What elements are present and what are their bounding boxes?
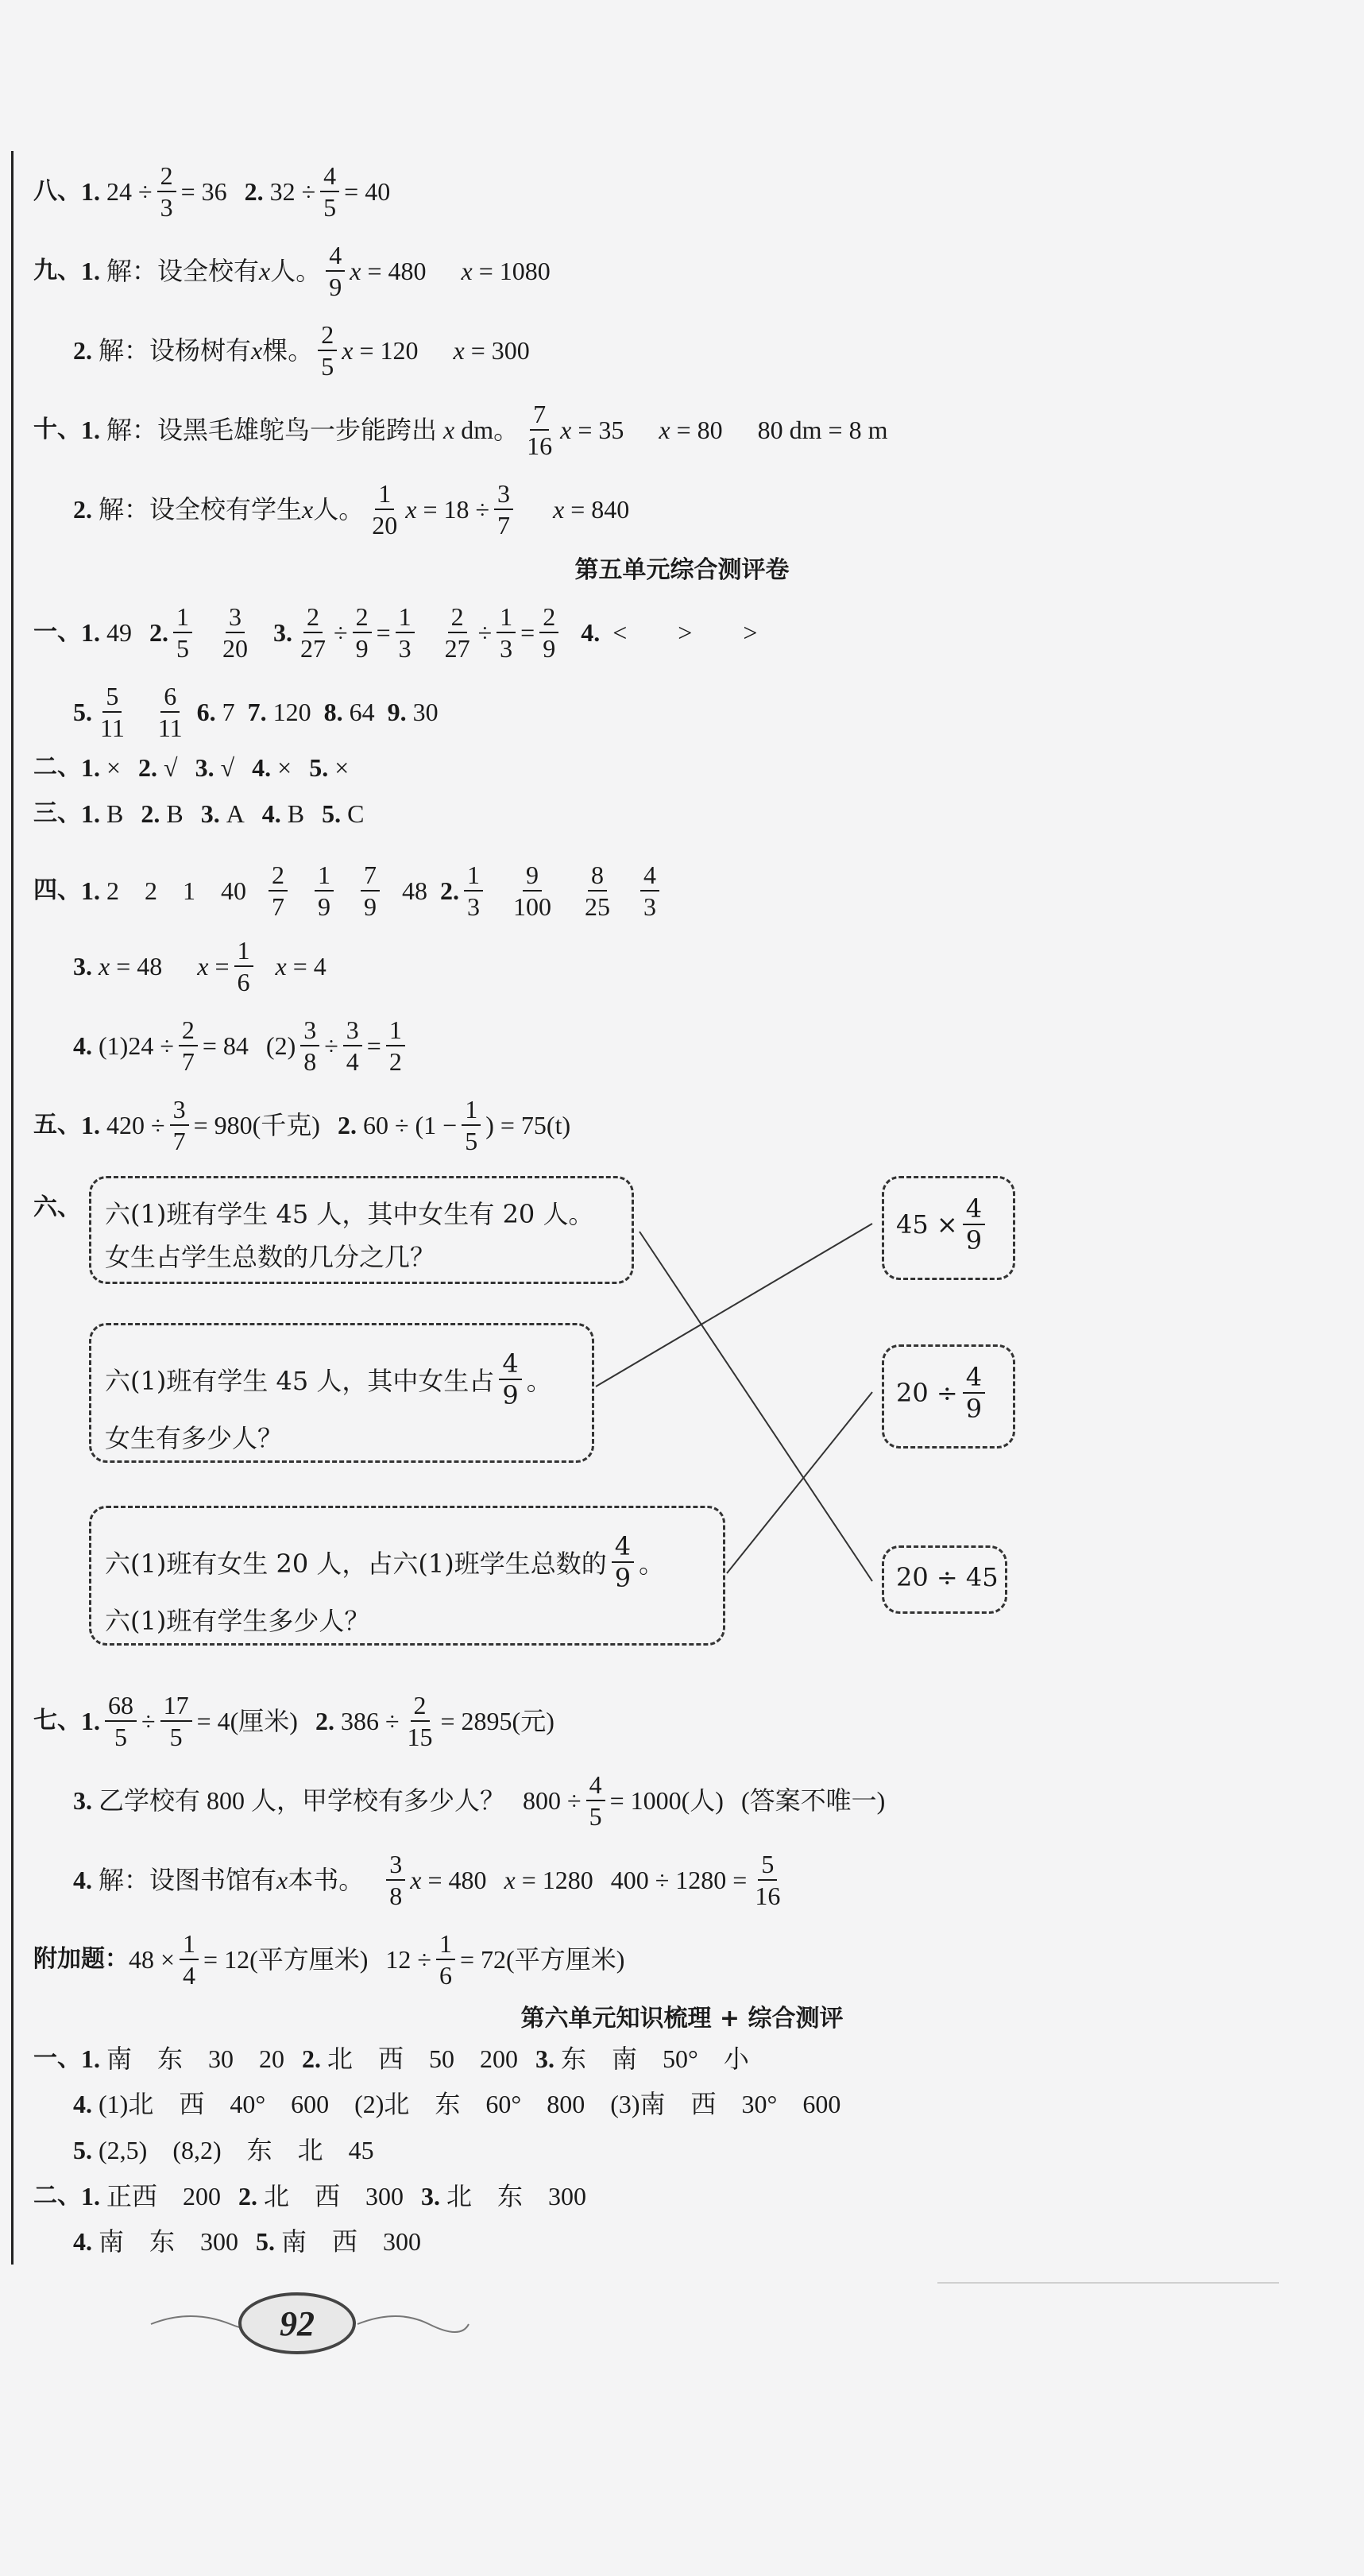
expr: 420 ÷ <box>106 1111 165 1139</box>
fraction: $\frac{2}{27}$ <box>444 602 470 663</box>
expr: = 72(平方厘米) <box>459 1945 625 1974</box>
fraction: $\frac{4}{9}$ <box>612 1534 634 1591</box>
answer: 东 南 50° 小 <box>561 2044 749 2073</box>
expr: = 840 <box>570 495 630 524</box>
text: 人。 <box>270 257 322 285</box>
operator: ÷ <box>324 1031 338 1060</box>
expr: 80 dm = 8 m <box>757 416 888 444</box>
text: 六(1)班有学生 45 人，其中女生有 20 人。 <box>105 1199 594 1229</box>
answer: 北 西 300 <box>264 2182 404 2210</box>
fraction: $\frac{1}{5}$ <box>462 1097 481 1154</box>
variable: x <box>504 1866 516 1894</box>
fraction: $\frac{4}{9}$ <box>499 1351 521 1408</box>
fraction: $\frac{4}{9}$ <box>963 1196 985 1253</box>
question-number: 4. <box>73 2227 92 2256</box>
expr: = 80 <box>676 416 723 444</box>
question-number: 1. <box>81 753 100 782</box>
answer: √ <box>220 753 235 782</box>
answer: B <box>287 799 305 828</box>
answer: 7 <box>222 698 235 726</box>
expr: ) = 75(t) <box>485 1111 571 1139</box>
answer: 120 <box>272 698 311 726</box>
section-label: 三、 <box>33 799 81 827</box>
expr: = 36 <box>180 177 227 206</box>
text: 六(1)班有学生多少人？ <box>105 1606 370 1636</box>
u6-section-1-row-1 <box>33 2046 749 2071</box>
question-number: 4. <box>261 799 281 828</box>
fraction: $\frac{4}{9}$ <box>326 242 345 300</box>
question-number: 2. <box>238 2182 258 2210</box>
expr: = 1280 <box>521 1866 593 1894</box>
expr: = 2895(元) <box>440 1707 554 1735</box>
match-line-box2-to-expr1 <box>596 1224 872 1387</box>
expr: 12 ÷ <box>385 1945 431 1974</box>
fraction: $\frac{17}{5}$ <box>160 1692 192 1750</box>
text: 解：设杨树有 <box>99 336 252 365</box>
question-number: 1. <box>81 799 100 828</box>
expr: 400 ÷ 1280 = <box>610 1866 748 1894</box>
expr: = <box>214 952 230 981</box>
question-number: 1. <box>81 876 100 905</box>
expr: = 84 <box>202 1031 249 1060</box>
variable: x <box>659 416 670 444</box>
question-number: 3. <box>73 1786 92 1815</box>
answer: 48 <box>402 876 428 905</box>
fraction: $\frac{1}{20}$ <box>372 479 398 540</box>
unit-5-title: 第五单元综合测评卷 <box>574 556 790 584</box>
question-number: 2. <box>73 336 92 365</box>
fraction: $\frac{5}{16}$ <box>755 1850 781 1910</box>
answer: (1)北 西 40° 600 (2)北 东 60° 800 (3)南 西 30° 600 <box>99 2090 841 2118</box>
expr: = 120 <box>359 336 419 365</box>
question-number: 5. <box>256 2227 276 2256</box>
operator: = <box>366 1031 381 1060</box>
fraction: $\frac{2}{9}$ <box>353 604 372 661</box>
expr: = 18 ÷ <box>423 495 490 524</box>
answer: 2 2 1 40 <box>106 876 247 905</box>
answer: 64 <box>349 698 375 726</box>
text: 解：设黑毛雄鸵鸟一步能跨出 <box>106 416 438 444</box>
fraction: $\frac{3}{7}$ <box>494 481 513 538</box>
expr: 48 × <box>129 1945 176 1974</box>
section-label: 二、 <box>33 753 81 781</box>
variable: x <box>453 336 465 365</box>
question-number: 9. <box>387 698 407 726</box>
text: 人。 <box>313 495 365 524</box>
u6-section-1-row-2 <box>73 2091 840 2117</box>
fraction: $\frac{2}{7}$ <box>179 1017 198 1074</box>
fraction: $\frac{1}{2}$ <box>386 1017 405 1074</box>
question-number: 2. <box>73 495 92 524</box>
operator: = <box>376 618 391 647</box>
answer: 49 <box>106 618 132 647</box>
section-label: 九、 <box>33 257 81 284</box>
operator: ÷ <box>141 1707 156 1735</box>
expr: = 35 <box>578 416 624 444</box>
answer: 南 东 30 20 <box>106 2044 285 2073</box>
variable: x <box>350 257 361 285</box>
variable: x <box>342 336 354 365</box>
fraction: $\frac{2}{5}$ <box>318 322 337 379</box>
expr: (2) <box>265 1031 296 1060</box>
answer: 南 西 300 <box>281 2227 422 2256</box>
match-line-box1-to-expr3 <box>639 1232 872 1581</box>
section-label: 一、 <box>33 2044 81 2072</box>
fraction: $\frac{5}{11}$ <box>100 682 125 742</box>
question-number: 1. <box>81 177 100 206</box>
variable: x <box>461 257 473 285</box>
fraction: $\frac{7}{16}$ <box>527 400 553 460</box>
unit-6-title: 第六单元知识梳理 + 综合测评 <box>520 2005 844 2033</box>
text: 解：设全校有 <box>106 257 260 285</box>
variable: x <box>259 257 271 285</box>
answer: < > > <box>612 618 758 647</box>
text: 六(1)班有女生 20 人，占六(1)班学生总数的 <box>105 1549 607 1579</box>
fraction: $\frac{1}{6}$ <box>436 1931 455 1988</box>
question-number: 2. <box>138 753 158 782</box>
variable: x <box>405 495 417 524</box>
variable: x <box>443 416 455 444</box>
fraction: $\frac{9}{100}$ <box>513 861 552 921</box>
fraction: $\frac{1}{3}$ <box>396 604 415 661</box>
fraction: $\frac{3}{8}$ <box>386 1851 405 1909</box>
answer: (2,5) (8,2) 东 北 45 <box>99 2136 374 2164</box>
text: 六(1)班有学生 45 人，其中女生占 <box>105 1366 495 1396</box>
fraction: $\frac{1}{5}$ <box>173 604 192 661</box>
question-number: 3. <box>535 2044 555 2073</box>
fraction: $\frac{4}{5}$ <box>586 1772 605 1829</box>
variable: x <box>302 495 314 524</box>
text: 。 <box>639 1549 665 1579</box>
answer: 30 <box>412 698 439 726</box>
match-line-box3-to-expr2 <box>727 1392 872 1573</box>
answer: B <box>106 799 124 828</box>
question-number: 5. <box>73 2136 92 2164</box>
expr: 20 ÷ 45 <box>896 1562 999 1592</box>
question-number: 8. <box>323 698 343 726</box>
question-number: 4. <box>252 753 272 782</box>
expr: (1)24 ÷ <box>99 1031 174 1060</box>
answer: 北 西 50 200 <box>327 2044 519 2073</box>
text: 女生有多少人？ <box>105 1423 284 1453</box>
fraction: $\frac{1}{3}$ <box>497 604 516 661</box>
section-label: 二、 <box>33 2182 81 2210</box>
question-number: 4. <box>73 1031 92 1060</box>
text: 本书。 <box>288 1866 365 1894</box>
question-number: 1. <box>81 1111 100 1139</box>
question-number: 1. <box>81 618 100 647</box>
expr: 386 ÷ <box>340 1707 400 1735</box>
question-number: 4. <box>73 1866 92 1894</box>
section-label: 十、 <box>33 416 81 443</box>
question-number: 1. <box>81 257 100 285</box>
question-number: 2. <box>141 799 160 828</box>
expr: 32 ÷ <box>269 177 316 206</box>
variable: x <box>560 416 572 444</box>
fraction: $\frac{1}{6}$ <box>234 938 253 995</box>
u6-section-2-row-2 <box>73 2229 421 2254</box>
variable: x <box>251 336 263 365</box>
question-number: 5. <box>73 698 92 726</box>
expr: = 480 <box>367 257 427 285</box>
fraction: $\frac{2}{9}$ <box>539 604 558 661</box>
note: (答案不唯一) <box>740 1786 886 1815</box>
fraction: $\frac{7}{9}$ <box>361 862 380 919</box>
fraction: $\frac{1}{3}$ <box>464 862 483 919</box>
variable: x <box>410 1866 422 1894</box>
variable: x <box>553 495 565 524</box>
answer: C <box>347 799 365 828</box>
expr: 24 ÷ <box>106 177 153 206</box>
answer: B <box>166 799 184 828</box>
question-number: 7. <box>247 698 267 726</box>
page-number: 92 <box>238 2292 356 2354</box>
fraction: $\frac{4}{5}$ <box>320 163 339 220</box>
operator: = <box>520 618 535 647</box>
expr: 20 ÷ <box>896 1378 958 1408</box>
answer: √ <box>164 753 178 782</box>
section-label: 四、 <box>33 876 81 904</box>
fraction: $\frac{1}{4}$ <box>180 1931 199 1988</box>
fraction: $\frac{3}{20}$ <box>222 602 248 663</box>
variable: x <box>275 952 287 981</box>
section-label: 附加题： <box>33 1945 129 1973</box>
expr: = 1080 <box>478 257 551 285</box>
expr: 45 × <box>896 1209 958 1240</box>
u5-section-7-row-2 <box>73 1772 885 1829</box>
u6-section-2-row-1 <box>33 2183 586 2209</box>
text: 。 <box>526 1366 552 1396</box>
question-number: 2. <box>302 2044 322 2073</box>
question-number: 2. <box>315 1707 334 1735</box>
fraction: $\frac{2}{15}$ <box>407 1691 433 1751</box>
expr: = 4(厘米) <box>196 1707 298 1735</box>
expr: = 980(千克) <box>193 1111 320 1139</box>
question-number: 3. <box>273 618 292 647</box>
fraction: $\frac{4}{3}$ <box>640 862 659 919</box>
text: 乙学校有 800 人，甲学校有多少人？ <box>99 1786 506 1815</box>
text: 棵。 <box>262 336 314 365</box>
section-label: 八、 <box>33 177 81 205</box>
question-number: 1. <box>81 416 100 444</box>
question-number: 6. <box>196 698 216 726</box>
question-number: 2. <box>337 1111 357 1139</box>
answer: × <box>277 753 292 782</box>
u5-section-7-row-1 <box>33 1692 554 1750</box>
fraction: $\frac{3}{4}$ <box>343 1017 362 1074</box>
expr: = 300 <box>470 336 530 365</box>
question-number: 3. <box>200 799 220 828</box>
answer: × <box>334 753 350 782</box>
u6-section-1-row-3 <box>73 2137 374 2163</box>
section-label: 一、 <box>33 618 81 646</box>
question-number: 1. <box>81 2044 100 2073</box>
variable: x <box>276 1866 288 1894</box>
fraction: $\frac{2}{27}$ <box>300 602 326 663</box>
question-number: 3. <box>73 952 92 981</box>
question-number: 3. <box>195 753 214 782</box>
fraction: $\frac{4}{9}$ <box>963 1364 985 1421</box>
variable: x <box>197 952 209 981</box>
question-number: 5. <box>309 753 329 782</box>
question-number: 5. <box>322 799 342 828</box>
fraction: $\frac{2}{7}$ <box>269 862 288 919</box>
expr: = 4 <box>292 952 327 981</box>
question-number: 4. <box>581 618 601 647</box>
question-number: 1. <box>81 1707 100 1735</box>
fraction: $\frac{3}{8}$ <box>300 1017 319 1074</box>
section-label: 五、 <box>33 1111 81 1139</box>
expr: = 48 <box>116 952 163 981</box>
expr: = 1000(人) <box>609 1786 724 1815</box>
expr: = 40 <box>344 177 391 206</box>
expr: = 12(平方厘米) <box>203 1945 369 1974</box>
section-label: 六、 <box>33 1193 81 1221</box>
answer: × <box>106 753 122 782</box>
answer: A <box>226 799 245 828</box>
fraction: $\frac{1}{9}$ <box>315 862 334 919</box>
answer: 正西 200 <box>106 2182 222 2210</box>
fraction: $\frac{68}{5}$ <box>105 1692 137 1750</box>
fraction: $\frac{6}{11}$ <box>157 682 183 742</box>
fraction: $\frac{2}{3}$ <box>157 163 176 220</box>
expr: = 480 <box>427 1866 487 1894</box>
text: dm。 <box>461 416 520 444</box>
fraction: $\frac{8}{25}$ <box>585 861 611 921</box>
question-number: 4. <box>73 2090 92 2118</box>
text: 解：设图书馆有 <box>99 1866 277 1894</box>
question-number: 3. <box>421 2182 441 2210</box>
operator: ÷ <box>477 618 493 647</box>
question-number: 2. <box>244 177 264 206</box>
bonus-row <box>33 1931 624 1988</box>
answer: 南 东 300 <box>99 2227 239 2256</box>
question-number: 2. <box>149 618 168 647</box>
operator: ÷ <box>334 618 348 647</box>
expr: 800 ÷ <box>523 1786 582 1815</box>
fraction: $\frac{3}{7}$ <box>170 1097 189 1154</box>
text: 女生占学生总数的几分之几？ <box>105 1242 436 1272</box>
section-label: 七、 <box>33 1707 81 1735</box>
question-number: 1. <box>81 2182 100 2210</box>
question-number: 2. <box>440 876 460 905</box>
variable: x <box>99 952 110 981</box>
answer: 北 东 300 <box>446 2182 587 2210</box>
text: 解：设全校有学生 <box>99 495 303 524</box>
expr: 60 ÷ (1 − <box>362 1111 458 1139</box>
u5-section-7-row-3 <box>73 1851 788 1909</box>
